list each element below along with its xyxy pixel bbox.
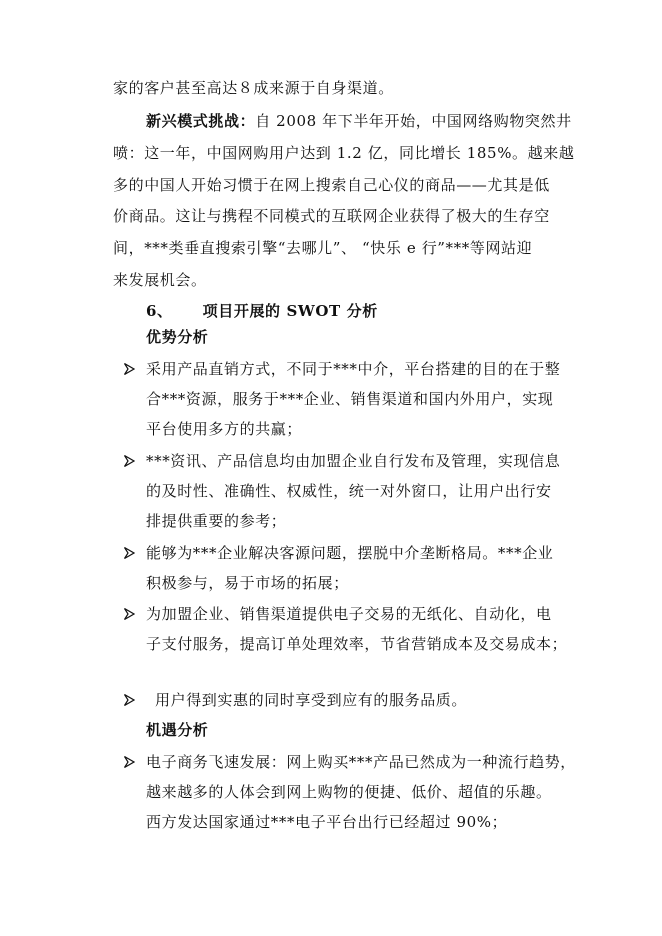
section-heading: [146, 301, 378, 321]
emerging-text: 自 2008 年下半年开始，中国网络购物突然井: [255, 112, 572, 130]
list-item-line: 子支付服务，提高订单处理效率，节省营销成本及交易成本；: [146, 635, 568, 653]
arrowhead-bullet-icon: [124, 451, 136, 471]
arrowhead-bullet-icon: [124, 604, 136, 624]
list-item-line: ***资讯、产品信息均由加盟企业自行发布及管理，实现信息: [146, 452, 561, 470]
paragraph-line: 喷：这一年，中国网购用户达到 1.2 亿，同比增长 185%。越来越: [113, 144, 575, 162]
arrowhead-bullet-icon: [124, 752, 136, 772]
list-item-line: 用户得到实惠的同时享受到应有的服务品质。: [155, 691, 468, 709]
paragraph-line: 来发展机会。: [113, 271, 207, 289]
arrowhead-bullet-icon: [124, 359, 136, 379]
list-item-line: 合***资源，服务于***企业、销售渠道和国内外用户，实现: [146, 390, 554, 408]
list-item-line: 的及时性、准确性、权威性，统一对外窗口，让用户出行安: [146, 482, 552, 500]
arrowhead-bullet-icon: [124, 543, 136, 563]
list-item-line: 西方发达国家通过***电子平台出行已经超过 90%；: [146, 813, 508, 831]
list-item-line: 为加盟企业、销售渠道提供电子交易的无纸化、自动化，电: [146, 605, 552, 623]
paragraph-line: [146, 111, 572, 131]
list-item-line: 平台使用多方的共赢；: [146, 420, 303, 438]
opportunities-heading: 机遇分析: [146, 721, 209, 739]
list-item-line: 采用产品直销方式，不同于***中介，平台搭建的目的在于整: [146, 360, 561, 378]
list-item-line: 电子商务飞速发展：网上购买***产品已然成为一种流行趋势，: [146, 753, 576, 771]
emerging-model-heading: 新兴模式挑战：: [146, 112, 256, 130]
section-title: 项目开展的 SWOT 分析: [202, 302, 378, 320]
paragraph-line: 价商品。这让与携程不同模式的互联网企业获得了极大的生存空: [113, 207, 550, 225]
paragraph-line: 家的客户甚至高达８成来源于自身渠道。: [113, 79, 394, 97]
strengths-heading: 优势分析: [146, 328, 209, 346]
list-item-line: 越来越多的人体会到网上购物的便捷、低价、超值的乐趣。: [146, 783, 552, 801]
arrowhead-bullet-icon: [124, 690, 136, 710]
list-item-line: 能够为***企业解决客源问题，摆脱中介垄断格局。***企业: [146, 544, 554, 562]
paragraph-line: 间，***类垂直搜索引擎“去哪儿”、 “快乐 e 行”***等网站迎: [113, 239, 533, 257]
list-item-line: 排提供重要的参考；: [146, 512, 287, 530]
paragraph-line: 多的中国人开始习惯于在网上搜索自己心仪的商品——尤其是低: [113, 176, 550, 194]
section-number: 6、: [146, 302, 173, 320]
list-item-line: 积极参与，易于市场的拓展；: [146, 574, 349, 592]
